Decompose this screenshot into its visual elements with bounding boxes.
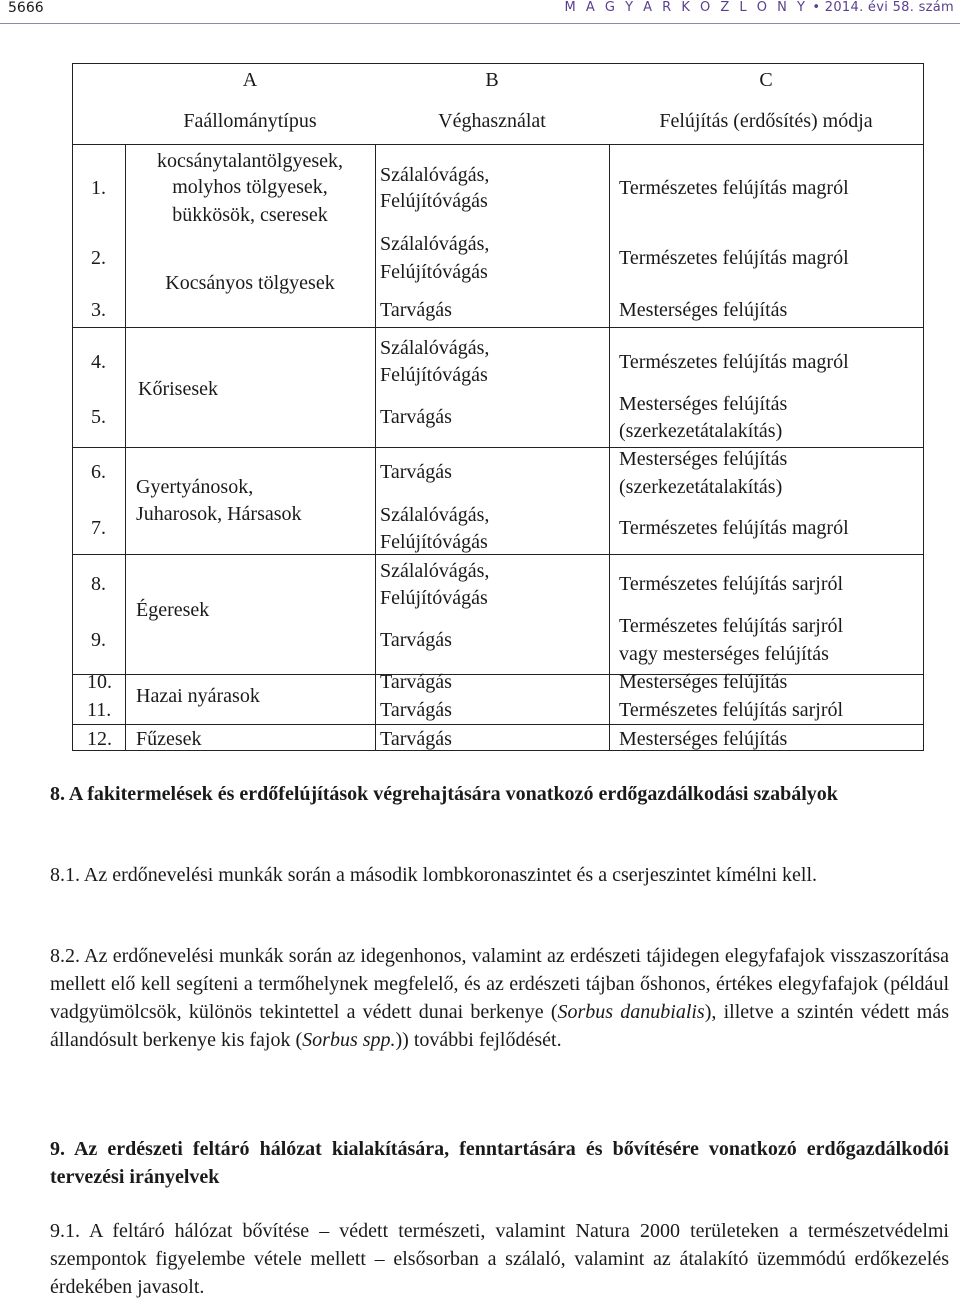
regeneration-method: (szerkezetátalakítás)	[619, 476, 783, 498]
col-letter: C	[759, 69, 773, 91]
row-number: 7.	[91, 517, 106, 539]
harvest-method: Szálalóvágás,	[380, 233, 490, 255]
regeneration-method: Természetes felújítás sarjról	[619, 615, 844, 637]
forest-type: molyhos tölgyesek,	[172, 176, 328, 198]
row-rule	[73, 674, 923, 675]
harvest-method: Tarvágás	[380, 728, 452, 750]
regeneration-method: Természetes felújítás magról	[619, 247, 849, 269]
harvest-method: Szálalóvágás,	[380, 504, 490, 526]
harvest-method: Szálalóvágás,	[380, 337, 490, 359]
row-number: 6.	[91, 461, 106, 483]
forest-table	[72, 63, 924, 751]
regeneration-method: Mesterséges felújítás	[619, 299, 788, 321]
section-9-heading: 9. Az erdészeti feltáró hálózat kialakítására, fenntartására és bővítésére vonatkozó erdőgazdálkodói tervezési irányelvek	[50, 1138, 949, 1188]
paragraph-9-1: 9.1. A feltáró hálózat bővítése – védett természeti, valamint Natura 2000 területeken a természetvédelmi szempontok figyelembe vétele mellett – elsősorban a szálaló, valamint az átalakító üzemmódú erdőkezelés érdekében javasolt.	[50, 1220, 949, 1298]
regeneration-method: (szerkezetátalakítás)	[619, 420, 783, 442]
col-title: Faállománytípus	[183, 110, 317, 132]
regeneration-method: Mesterséges felújítás	[619, 728, 788, 750]
harvest-method: Tarvágás	[380, 629, 452, 651]
row-number: 4.	[91, 351, 106, 373]
col-title: Véghasználat	[438, 110, 546, 132]
journal-header	[564, 0, 954, 15]
row-rule	[73, 447, 923, 448]
row-number: 11.	[87, 699, 112, 721]
harvest-method: Felújítóvágás	[380, 587, 488, 609]
regeneration-method: Természetes felújítás sarjról	[619, 699, 844, 721]
row-number: 9.	[91, 629, 106, 651]
section-8-heading: 8. A fakitermelések és erdőfelújítások végrehajtására vonatkozó erdőgazdálkodási szabályok	[50, 783, 838, 805]
journal-separator: •	[812, 0, 825, 15]
row-rule	[73, 327, 923, 328]
col-title: Felújítás (erdősítés) módja	[659, 110, 873, 132]
regeneration-method: vagy mesterséges felújítás	[619, 643, 829, 665]
paragraph-8-1: 8.1. Az erdőnevelési munkák során a második lombkoronaszintet és a cserjeszintet kímélni kell.	[50, 864, 818, 886]
forest-type: Fűzesek	[136, 728, 202, 750]
col-letter: A	[242, 69, 258, 91]
forest-type: bükkösök, cseresek	[172, 204, 328, 226]
forest-type: Kocsányos tölgyesek	[165, 272, 335, 294]
row-number: 12.	[87, 728, 112, 750]
row-number: 10.	[87, 671, 112, 693]
harvest-method: Tarvágás	[380, 406, 452, 428]
regeneration-method: Mesterséges felújítás	[619, 448, 788, 470]
col-rule	[609, 144, 610, 751]
journal-issue: 2014. évi 58. szám	[824, 0, 954, 15]
forest-type: Juharosok, Hársasok	[136, 503, 302, 525]
col-letter: B	[485, 69, 499, 91]
row-rule	[73, 144, 923, 145]
row-number: 2.	[91, 247, 106, 269]
harvest-method: Szálalóvágás,	[380, 560, 490, 582]
harvest-method: Felújítóvágás	[380, 261, 488, 283]
regeneration-method: Természetes felújítás magról	[619, 351, 849, 373]
row-number: 8.	[91, 573, 106, 595]
regeneration-method: Mesterséges felújítás	[619, 393, 788, 415]
col-rule	[125, 144, 126, 751]
row-number: 3.	[91, 299, 106, 321]
row-number: 1.	[91, 177, 106, 199]
harvest-method: Tarvágás	[380, 699, 452, 721]
row-rule	[73, 724, 923, 725]
forest-type: kocsánytalantölgyesek,	[156, 150, 344, 172]
journal-name: M A G Y A R K Ö Z L Ö N Y	[564, 0, 808, 15]
harvest-method: Felújítóvágás	[380, 364, 488, 386]
harvest-method: Tarvágás	[380, 671, 452, 693]
header-rule	[0, 23, 960, 24]
row-rule	[73, 554, 923, 555]
forest-type: Hazai nyárasok	[136, 685, 260, 707]
harvest-method: Felújítóvágás	[380, 190, 488, 212]
forest-type: Égeresek	[136, 599, 210, 621]
regeneration-method: Természetes felújítás magról	[619, 517, 849, 539]
paragraph-8-2: 8.2. Az erdőnevelési munkák során az idegenhonos, valamint az erdészeti tájidegen elegyfafajok visszaszorítása mellett elő kell segíteni a termőhelynek megfelelő, és az erdészeti tájban őshonos, értékes elegyfafajok (például vadgyümölcsök, különös tekintettel a védett dunai berkenye (Sorbus danubialis), illetve a szintén védett más állandósult berkenye kis fajok (Sorbus spp.)) további fejlődését.	[50, 945, 949, 1051]
harvest-method: Tarvágás	[380, 461, 452, 483]
regeneration-method: Természetes felújítás sarjról	[619, 573, 844, 595]
row-number: 5.	[91, 406, 106, 428]
regeneration-method: Mesterséges felújítás	[619, 671, 788, 693]
regeneration-method: Természetes felújítás magról	[619, 177, 849, 199]
harvest-method: Szálalóvágás,	[380, 164, 490, 186]
forest-type: Gyertyánosok,	[136, 476, 254, 498]
harvest-method: Felújítóvágás	[380, 531, 488, 553]
page-number: 5666	[8, 0, 44, 16]
harvest-method: Tarvágás	[380, 299, 452, 321]
col-rule	[375, 144, 376, 751]
forest-type: Kőrisesek	[138, 378, 218, 400]
